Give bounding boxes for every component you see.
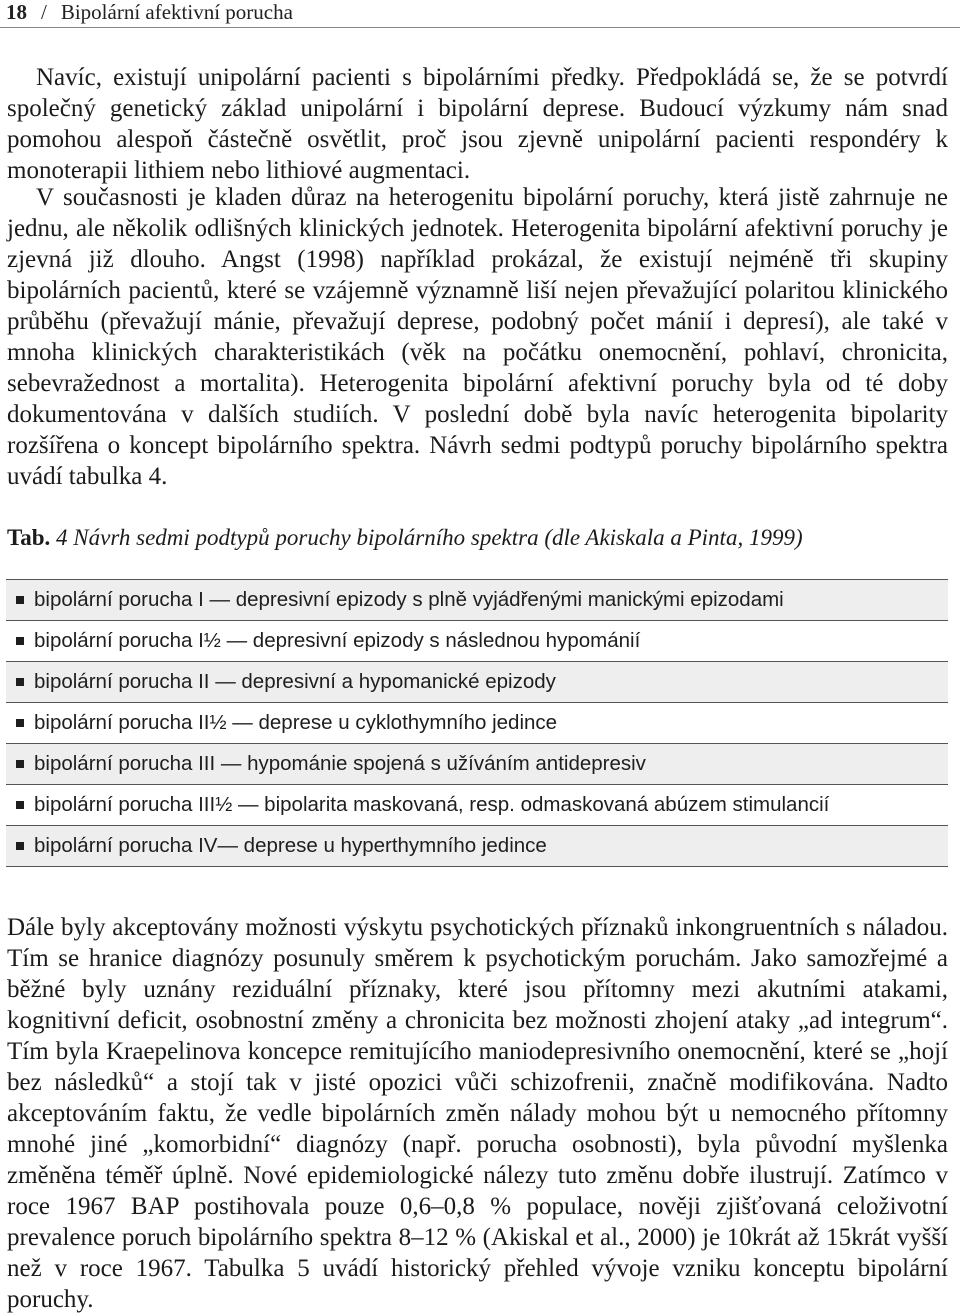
- table-title: Návrh sedmi podtypů poruchy bipolárního spektra (dle Akiskala a Pinta, 1999): [73, 525, 803, 550]
- table-row-text: bipolární porucha III½ — bipolarita maskovaná, resp. odmaskovaná abúzem stimulancií: [34, 793, 830, 816]
- table-row-text: bipolární porucha II½ — deprese u cyklothymního jedince: [34, 711, 558, 734]
- table-number: 4: [56, 525, 68, 550]
- table-row-text: bipolární porucha III — hypománie spojená s užíváním antidepresiv: [34, 752, 646, 775]
- table-row: [6, 826, 948, 867]
- page-number: 18: [6, 0, 27, 24]
- bullet-square-icon: [16, 760, 24, 768]
- table-row: [6, 662, 948, 703]
- paragraph-3: [7, 912, 948, 1315]
- paragraph-2-text: V současnosti je kladen důraz na heterogenitu bipolární poruchy, která jistě zahrnuje ne jednu, ale několik odlišných klinických jednotek. Heterogenita bipolární afektivní poruchy je zjevná již dlouho. Angst (1998) například prokázal, že existují nejméně tři skupiny bipolárních pacientů, které se vzájemně významně liší nejen převažující polaritou klinického průběhu (převažují mánie, převažují deprese, podobný počet mánií i depresí), ale také v mnoha klinických charakteristikách (věk na počátku onemocnění, pohlaví, chronicita, sebevražednost a mortalita). Heterogenita bipolární afektivní poruchy byla od té doby dokumentována v dalších studiích. V poslední době byla navíc heterogenita bipolarity rozšířena o koncept bipolárního spektra. Návrh sedmi podtypů poruchy bipolárního spektra uvádí tabulka 4.: [7, 184, 948, 490]
- table-row-text: bipolární porucha II — depresivní a hypomanické epizody: [34, 670, 556, 693]
- bullet-square-icon: [16, 678, 24, 686]
- paragraph-3-text: Dále byly akceptovány možnosti výskytu psychotických příznaků inkongruentních s náladou. Tím se hranice diagnózy posunuly směrem k psychotickým poruchám. Jako samozřejmé a běžné byly uznány reziduální příznaky, které jsou přítomny mezi akutními atakami, kognitivní deficit, osobnostní změny a chronicita bez možnosti zhojení ataky „ad integrum“. Tím byla Kraepelinova koncepce remitujícího maniodepresivního onemocnění, které se „hojí bez následků“ a stojí tak v jisté opozici vůči schizofrenii, značně modifikována. Nadto akceptováním faktu, že vedle bipolárních změn nálady mohou být u nemocného přítomny mnohé jiné „komorbidní“ diagnózy (např. porucha osobnosti), byla původní myšlenka změněna téměř úplně. Nové epidemiologické nálezy tuto změnu dobře ilustrují. Zatímco v roce 1967 BAP postihovala pouze 0,6–0,8 % populace, nověji zjišťovaná celoživotní prevalence poruch bipolárního spektra 8–12 % (Akiskal et al., 2000) je 10krát až 15krát vyšší než v roce 1967. Tabulka 5 uvádí historický přehled vývoje vzniku konceptu bipolární poruchy.: [7, 914, 948, 1313]
- table-row-text: bipolární porucha I½ — depresivní epizody s následnou hypománií: [34, 629, 641, 652]
- table-row-text: bipolární porucha IV— deprese u hyperthymního jedince: [34, 834, 547, 857]
- paragraph-1-text: Navíc, existují unipolární pacienti s bipolárními předky. Předpokládá se, že se potvrdí společný genetický základ unipolární i bipolární deprese. Budoucí výzkumy nám snad pomohou alespoň částečně osvětlit, proč jsou zjevně unipolární pacienti respondéry k monoterapii lithiem nebo lithiové augmentaci.: [7, 64, 948, 184]
- table-row: [6, 621, 948, 662]
- table-row: [6, 703, 948, 744]
- header-rule: [0, 27, 960, 28]
- subtypes-table: [6, 579, 948, 867]
- bullet-square-icon: [16, 637, 24, 645]
- table-row-text: bipolární porucha I — depresivní epizody s plně vyjádřenými manickými epizodami: [34, 588, 784, 611]
- bullet-square-icon: [16, 801, 24, 809]
- bullet-square-icon: [16, 719, 24, 727]
- table-row: [6, 744, 948, 785]
- table-caption: [7, 524, 948, 552]
- header-separator: /: [41, 0, 47, 24]
- table-row: [6, 580, 948, 621]
- paragraph-2: [7, 182, 948, 492]
- bullet-square-icon: [16, 596, 24, 604]
- paragraph-1: [7, 62, 948, 186]
- running-header: [6, 0, 956, 24]
- bullet-square-icon: [16, 842, 24, 850]
- table-row: [6, 785, 948, 826]
- running-title: Bipolární afektivní porucha: [60, 0, 293, 24]
- table-label: Tab.: [7, 525, 51, 550]
